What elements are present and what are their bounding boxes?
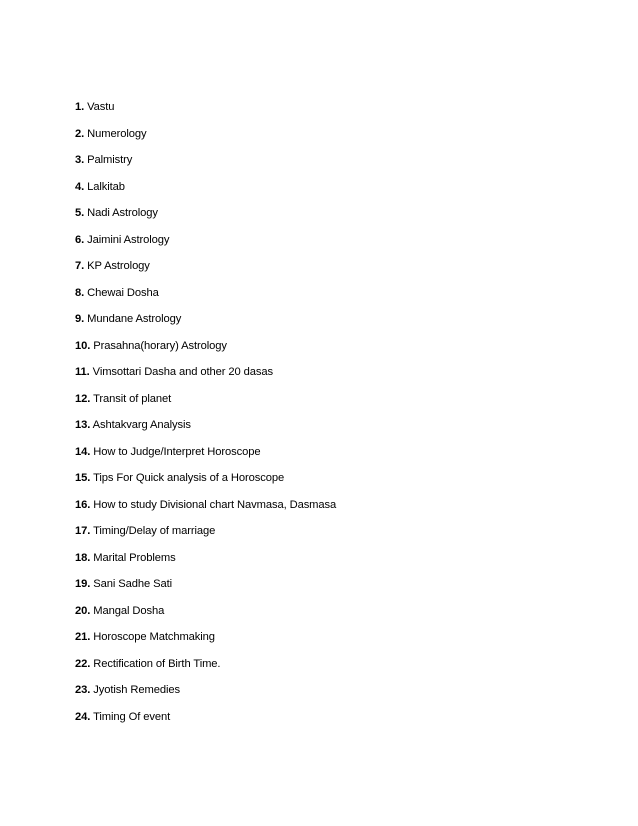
item-number: 12. <box>75 392 91 405</box>
item-number: 22. <box>75 657 91 670</box>
item-number: 19. <box>75 578 91 590</box>
item-text: Jaimini Astrology <box>87 233 170 246</box>
item-number: 11. <box>75 366 90 378</box>
item-text: Horoscope Matchmaking <box>93 631 215 643</box>
item-number: 8. <box>75 286 85 299</box>
item-number: 6. <box>75 233 85 246</box>
item-number: 2. <box>75 127 85 140</box>
item-text: Prasahna(horary) Astrology <box>93 339 227 352</box>
list-item <box>75 604 336 631</box>
list-item <box>75 286 336 313</box>
list-item <box>75 551 336 578</box>
item-text: Transit of planet <box>93 392 172 405</box>
list-item <box>75 153 336 180</box>
item-text: How to Judge/Interpret Horoscope <box>93 445 261 458</box>
list-item <box>75 365 336 392</box>
item-text: Rectification of Birth Time. <box>93 657 221 670</box>
item-text: Tips For Quick analysis of a Horoscope <box>93 472 285 484</box>
item-number: 7. <box>75 260 85 272</box>
item-number: 1. <box>75 101 85 113</box>
list-item <box>75 577 336 604</box>
item-text: Ashtakvarg Analysis <box>92 419 191 431</box>
list-item <box>75 524 336 551</box>
item-number: 21. <box>75 631 91 643</box>
item-text: Palmistry <box>87 154 133 166</box>
item-text: Timing/Delay of marriage <box>93 525 216 537</box>
item-number: 24. <box>75 710 91 723</box>
item-number: 13. <box>75 419 91 431</box>
list-item <box>75 233 336 260</box>
item-text: KP Astrology <box>87 260 150 272</box>
item-number: 14. <box>75 445 91 458</box>
item-number: 20. <box>75 604 91 617</box>
list-item <box>75 392 336 419</box>
item-number: 18. <box>75 551 91 564</box>
list-item <box>75 100 336 127</box>
list-item <box>75 657 336 684</box>
item-number: 23. <box>75 684 91 696</box>
item-number: 16. <box>75 498 91 511</box>
item-text: Lalkitab <box>87 180 125 193</box>
list-item <box>75 312 336 339</box>
item-number: 10. <box>75 339 91 352</box>
item-number: 5. <box>75 207 85 219</box>
item-text: Mundane Astrology <box>87 313 182 325</box>
list-item <box>75 206 336 233</box>
list-item <box>75 127 336 154</box>
item-number: 3. <box>75 154 85 166</box>
item-text: Mangal Dosha <box>93 604 165 617</box>
item-text: Marital Problems <box>93 551 176 564</box>
item-number: 15. <box>75 472 91 484</box>
topic-list <box>75 100 336 736</box>
list-item <box>75 710 336 737</box>
item-text: Vastu <box>87 101 115 113</box>
list-item <box>75 683 336 710</box>
list-item <box>75 630 336 657</box>
item-number: 17. <box>75 525 91 537</box>
item-text: Chewai Dosha <box>87 286 159 299</box>
list-item <box>75 180 336 207</box>
item-text: Sani Sadhe Sati <box>93 578 173 590</box>
list-item <box>75 471 336 498</box>
list-item <box>75 418 336 445</box>
list-item <box>75 259 336 286</box>
item-text: Nadi Astrology <box>87 207 158 219</box>
item-text: Jyotish Remedies <box>93 684 180 696</box>
list-item <box>75 339 336 366</box>
item-text: Timing Of event <box>93 710 171 723</box>
list-item <box>75 445 336 472</box>
item-text: How to study Divisional chart Navmasa, Dasmasa <box>93 498 337 511</box>
item-number: 4. <box>75 180 85 193</box>
item-text: Vimsottari Dasha and other 20 dasas <box>92 366 274 378</box>
item-text: Numerology <box>87 127 147 140</box>
item-number: 9. <box>75 313 85 325</box>
list-item <box>75 498 336 525</box>
